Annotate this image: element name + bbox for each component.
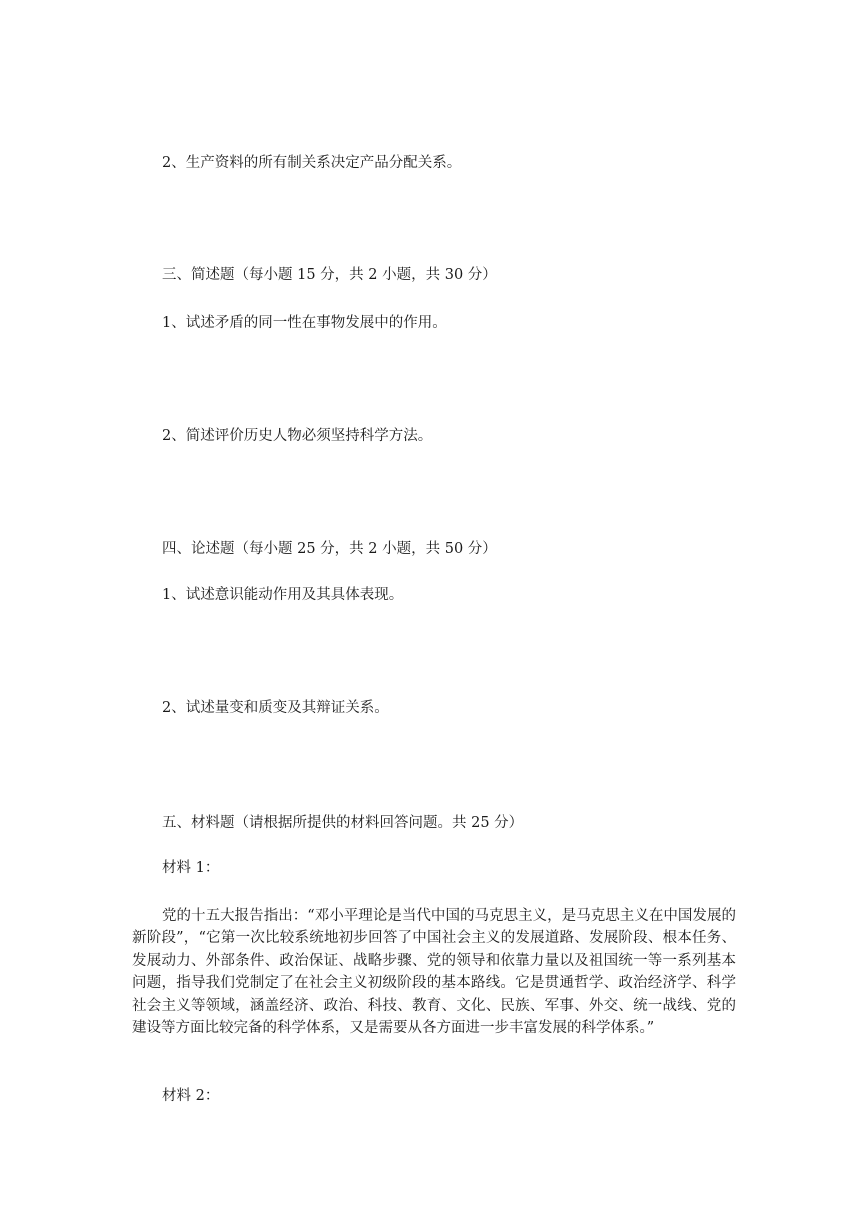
section-5-heading: 五、材料题（请根据所提供的材料回答问题。共 25 分） xyxy=(162,815,524,831)
section-4-heading: 四、论述题（每小题 25 分，共 2 小题，共 50 分） xyxy=(162,541,497,557)
question-4-1: 1、试述意识能动作用及其具体表现。 xyxy=(162,587,404,603)
material-2-label: 材料 2： xyxy=(162,1088,220,1104)
question-3-2: 2、简述评价历史人物必须坚持科学方法。 xyxy=(162,428,433,444)
question-3-1: 1、试述矛盾的同一性在事物发展中的作用。 xyxy=(162,315,447,331)
material-1-label: 材料 1： xyxy=(162,860,220,876)
question-4-2: 2、试述量变和质变及其辩证关系。 xyxy=(162,700,389,716)
question-2-2: 2、生产资料的所有制关系决定产品分配关系。 xyxy=(162,155,462,171)
section-3-heading: 三、简述题（每小题 15 分，共 2 小题，共 30 分） xyxy=(162,267,497,283)
material-1-text: 党的十五大报告指出：“邓小平理论是当代中国的马克思主义，是马克思主义在中国发展的新阶段”，“它第一次比较系统地初步回答了中国社会主义的发展道路、发展阶段、根本任务、发展动力、外部条件、政治保证、战略步骤、党的领导和依靠力量以及祖国统一等一系列基本问题，指导我们党制定了在社会主义初级阶段的基本路线。它是贯通哲学、政治经济学、科学社会主义等领域，涵盖经济、政治、科技、教育、文化、民族、军事、外交、统一战线、党的建设等方面比较完备的科学体系，又是需要从各方面进一步丰富发展的科学体系。” xyxy=(132,908,736,1037)
